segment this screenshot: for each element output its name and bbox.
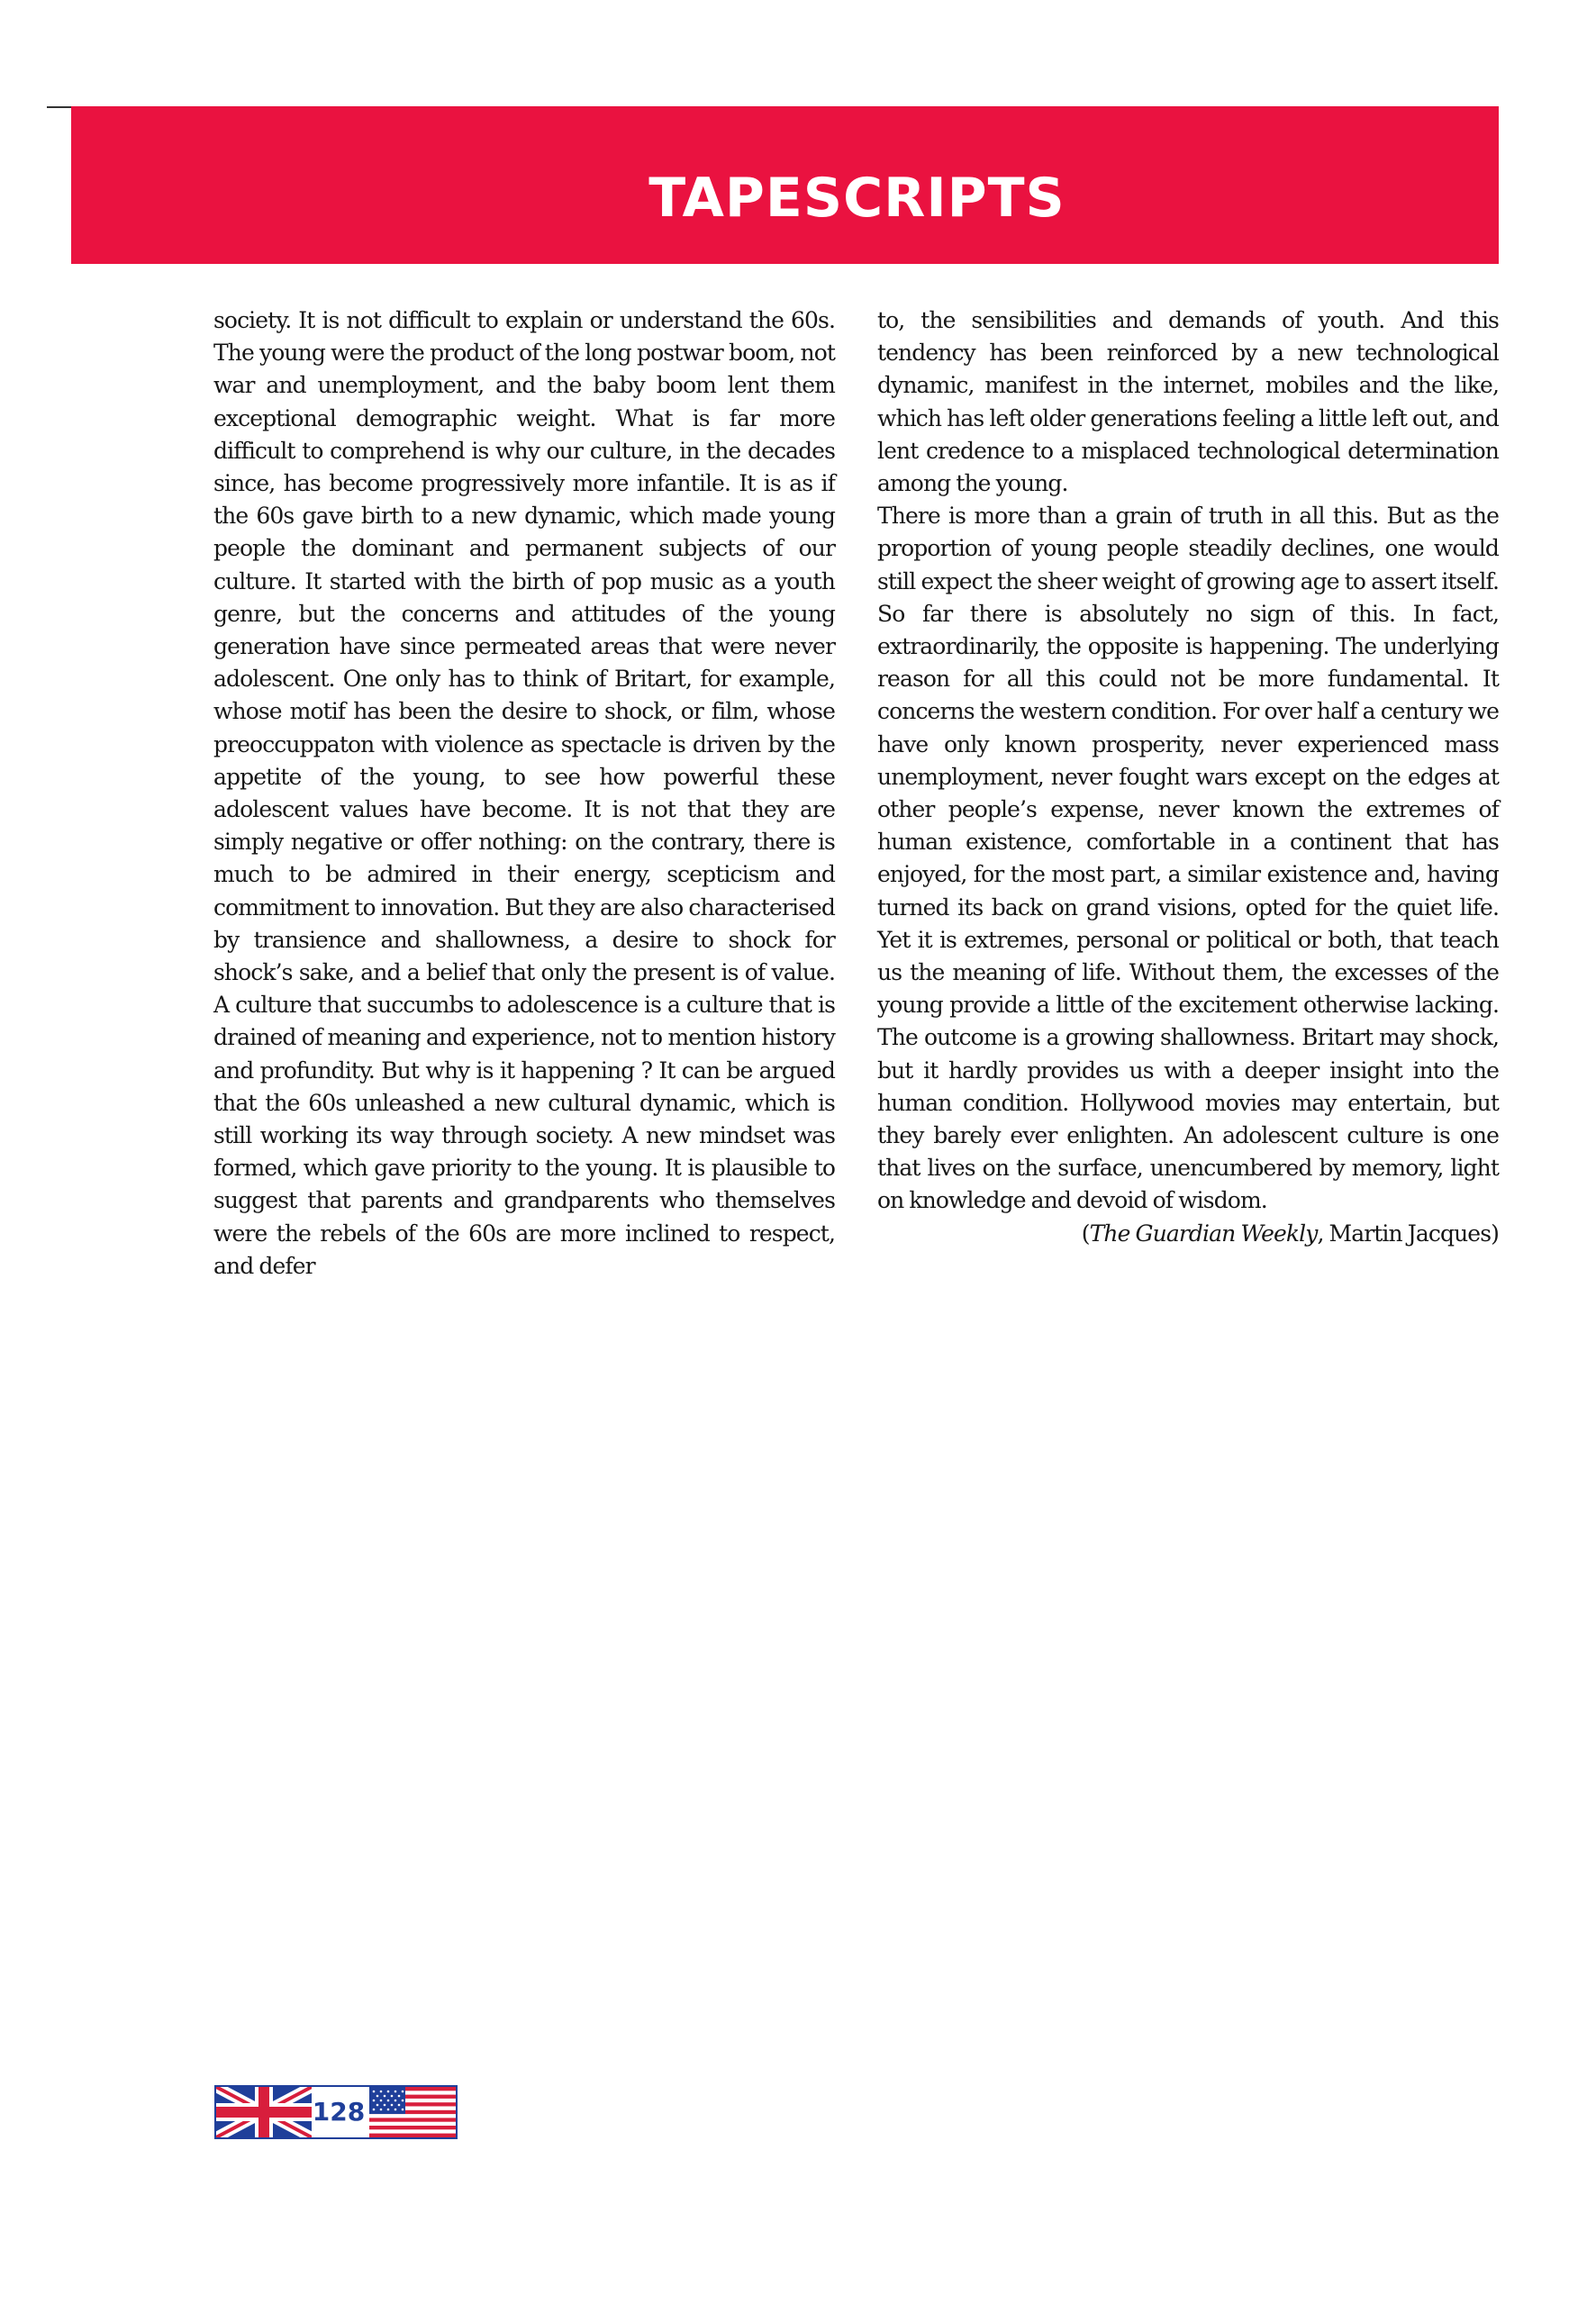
- left-column: [213, 304, 835, 1283]
- right-paragraph-2: There is more than a grain of truth in all this. But as the proportion of young people steadily declines, one would still expect the sheer weight of growing age to assert itself. So far there is absolutely no sign of this. In fact, extraordinarily, the opposite is happening. The underlying reason for all this could not be more fundamental. It concerns the western condition. For over half a century we have only known prosperity, never experienced mass unemployment, never fought wars except on the edges at other people’s expense, never known the extremes of human existence, comfortable in a continent that has enjoyed, for the most part, a similar existence and, having turned its back on grand visions, opted for the quiet life. Yet it is extremes, personal or political or both, that teach us the meaning of life. Without them, the excesses of the young provide a little of the excitement otherwise lacking. The outcome is a growing shallowness. Britart may shock, but it hardly provides us with a deeper insight into the human condition. Hollywood movies may entertain, but they barely ever enlighten. An adolescent culture is one that lives on the surface, unencumbered by memory, light on knowledge and devoid of wisdom.: [877, 503, 1499, 1214]
- header-banner: [71, 106, 1499, 264]
- left-column-text: society. It is not difficult to explain or understand the 60s. The young were the product of the long postwar boom, not war and unemployment, and the baby boom lent them exceptional demographic weight. What is far more difficult to comprehend is why our culture, in the decades since, has become progressively more infantile. It is as if the 60s gave birth to a new dynamic, which made young people the dominant and permanent subjects of our culture. It started with the birth of pop music as a youth genre, but the concerns and attitudes of the young generation have since permeated areas that were never adolescent. One only has to think of Britart, for example, whose motif has been the desire to shock, or film, whose preoccuppaton with violence as spectacle is driven by the appetite of the young, to see how powerful these adolescent values have become. It is not that they are simply negative or offer nothing: on the contrary, there is much to be admired in their energy, scepticism and commitment to innovation. But they are also characterised by transience and shallowness, a desire to shock for shock’s sake, and a belief that only the present is of value. A culture that succumbs to adolescence is a culture that is drained of meaning and experience, not to mention history and profundity. But why is it happening ? It can be argued that the 60s unleashed a new cultural dynamic, which is still working its way through society. A new mindset was formed, which gave priority to the young. It is plausible to suggest that parents and grandparents who themselves were the rebels of the 60s are more inclined to respect, and defer: [213, 307, 835, 1279]
- uk-flag-icon: [216, 2087, 312, 2137]
- top-rule: [47, 106, 72, 108]
- right-paragraph-1: to, the sensibilities and demands of youth. And this tendency has been reinforced by a new technological dynamic, manifest in the internet, mobiles and the like, which has left older generations feeling a little left out, and lent credence to a misplaced technological determination among the young.: [877, 307, 1499, 497]
- page-number-badge: [214, 2085, 458, 2139]
- page-title: TAPESCRIPTS: [648, 167, 1066, 230]
- source-credit: [877, 1218, 1499, 1250]
- credit-source: The Guardian Weekly: [1089, 1220, 1318, 1247]
- right-column: [877, 304, 1499, 1250]
- us-flag-icon: [369, 2087, 456, 2137]
- credit-author: , Martin Jacques): [1317, 1220, 1499, 1247]
- page-number: 128: [312, 2097, 366, 2127]
- credit-open: (: [1081, 1220, 1090, 1247]
